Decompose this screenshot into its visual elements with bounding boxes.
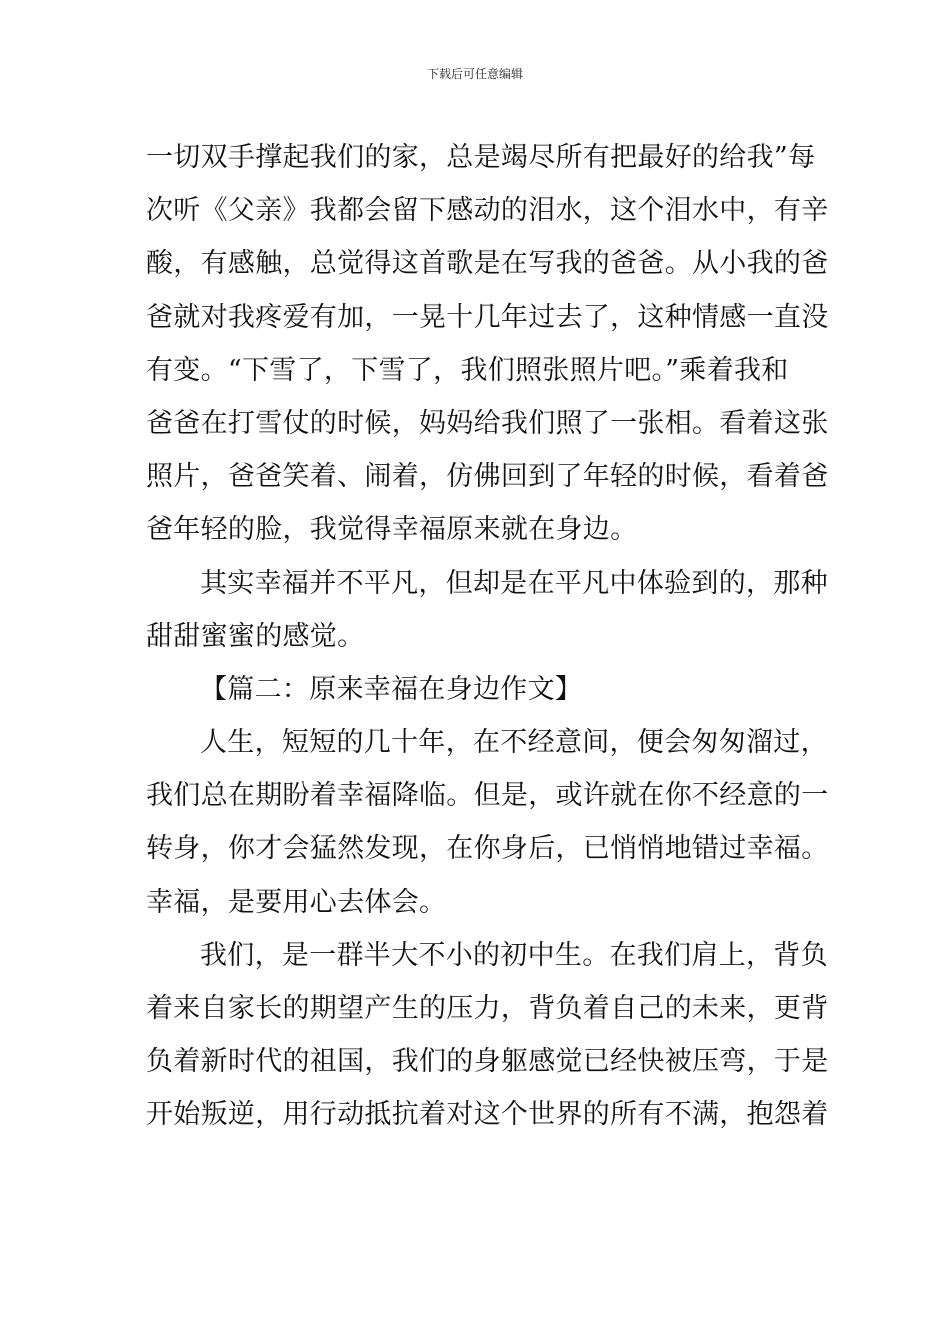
body-line: 有变。“下雪了，下雪了，我们照张照片吧。”乘着我和 xyxy=(146,354,789,386)
body-line: 照片，爸爸笑着、闹着，仿佛回到了年轻的时候，看着爸 xyxy=(146,461,829,493)
page-header: 下载后可任意编辑 xyxy=(426,67,523,81)
body-line: 负着新时代的祖国，我们的身躯感觉已经快被压弯，于是 xyxy=(146,1046,829,1078)
body-line: 爸年轻的脸，我觉得幸福原来就在身边。 xyxy=(146,514,638,546)
body-line: 次听《父亲》我都会留下感动的泪水，这个泪水中，有辛 xyxy=(146,195,829,227)
body-line: 转身，你才会猛然发现，在你身后，已悄悄地错过幸福。 xyxy=(146,833,829,865)
body-line: 一切双手撑起我们的家，总是竭尽所有把最好的给我”每 xyxy=(146,142,816,173)
paragraph-start-line: 人生，短短的几十年，在不经意间，便会匆匆溜过， xyxy=(200,727,828,759)
body-line: 着来自家长的期望产生的压力，背负着自己的未来，更背 xyxy=(146,993,829,1024)
body-line: 爸爸在打雪仗的时候，妈妈给我们照了一张相。看着这张 xyxy=(146,407,829,439)
document-body xyxy=(146,131,829,1142)
body-line: 开始叛逆，用行动抵抗着对这个世界的所有不满，抱怨着 xyxy=(146,1099,829,1131)
body-line: 爸就对我疼爱有加，一晃十几年过去了，这种情感一直没 xyxy=(146,301,829,333)
section-heading: 【篇二：原来幸福在身边作文】 xyxy=(200,673,583,705)
body-line: 甜甜蜜蜜的感觉。 xyxy=(146,620,365,652)
paragraph-start-line: 我们，是一群半大不小的初中生。在我们肩上，背负 xyxy=(200,939,828,971)
body-line: 幸福，是要用心去体会。 xyxy=(146,886,447,918)
body-line: 酸，有感触，总觉得这首歌是在写我的爸爸。从小我的爸 xyxy=(146,248,829,280)
body-line: 我们总在期盼着幸福降临。但是，或许就在你不经意的一 xyxy=(146,780,829,812)
paragraph-start-line: 其实幸福并不平凡，但却是在平凡中体验到的，那种 xyxy=(200,567,828,599)
